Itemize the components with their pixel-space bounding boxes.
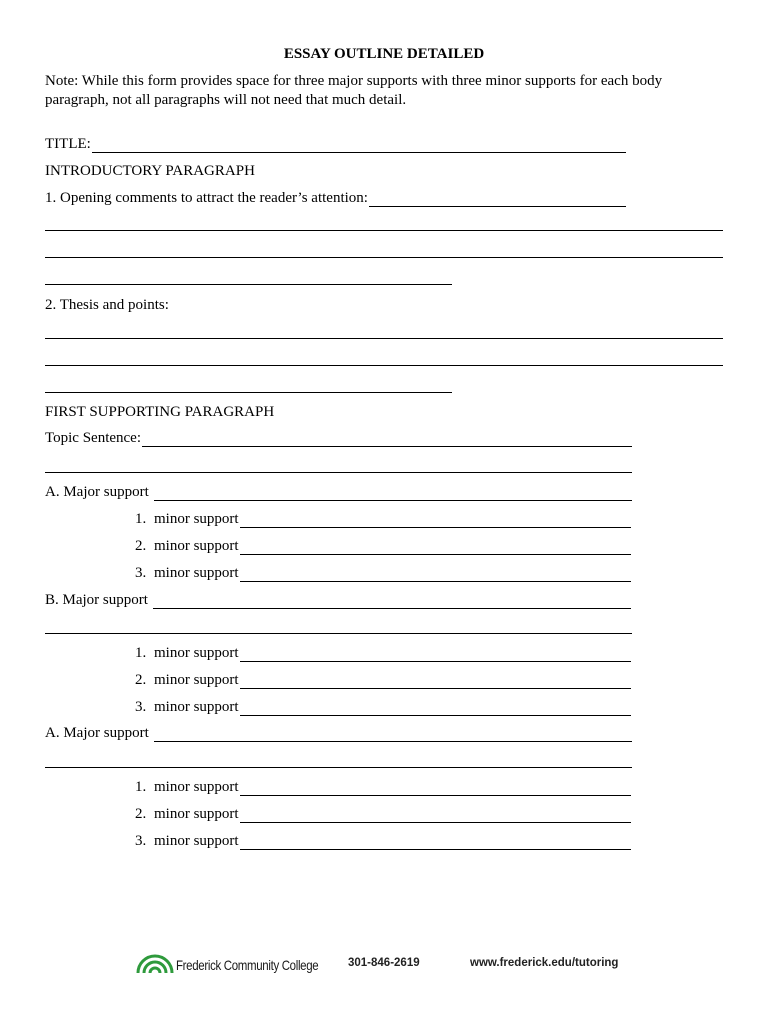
minor-support-b3-field[interactable]: 3. minor support [135,698,631,716]
title-field[interactable] [45,135,626,153]
topic-sentence-field[interactable] [45,429,632,447]
thesis-line-2[interactable] [45,365,723,366]
first-paragraph-heading: FIRST SUPPORTING PARAGRAPH [45,404,275,420]
topic-label: Topic Sentence: [45,430,141,446]
major-support-c-field[interactable] [45,724,632,742]
document-title: ESSAY OUTLINE DETAILED [283,46,485,62]
minor-support-c1-field[interactable]: 1. minor support [135,778,631,796]
website-link[interactable]: www.frederick.edu/tutoring [470,957,619,969]
minor-support-a1-field[interactable]: 1. minor support [135,510,631,528]
minor-support-c3-field[interactable]: 3. minor support [135,832,631,850]
thesis-label: 2. Thesis and points: [45,297,169,313]
major-a-label: A. Major support [45,484,149,500]
topic-line-2[interactable] [45,472,632,473]
thesis-line-3[interactable] [45,392,452,393]
opening-label: 1. Opening comments to attract the reader’s attention: [45,190,368,206]
major-c-label: A. Major support [45,725,149,741]
minor-support-b1-field[interactable]: 1. minor support [135,644,631,662]
major-support-a-field[interactable] [45,483,632,501]
opening-comments-field[interactable] [45,189,626,207]
minor-support-a3-field[interactable]: 3. minor support [135,564,631,582]
opening-line-1[interactable] [45,230,723,231]
major-b-label: B. Major support [45,592,148,608]
title-label: TITLE: [45,136,91,152]
intro-heading: INTRODUCTORY PARAGRAPH [45,163,255,179]
opening-line-3[interactable] [45,284,452,285]
phone-number: 301-846-2619 [348,957,420,969]
major-support-b-field[interactable] [45,591,631,609]
college-name: Frederick Community College [176,957,319,973]
instruction-note: Note: While this form provides space for three major supports with three minor supports for each body paragraph, not all paragraphs will not need that much detail. [45,73,663,108]
major-b-line-2[interactable] [45,633,632,634]
page-footer [136,952,636,978]
opening-line-2[interactable] [45,257,723,258]
major-c-line-2[interactable] [45,767,632,768]
thesis-line-1[interactable] [45,338,723,339]
minor-support-b2-field[interactable]: 2. minor support [135,671,631,689]
college-logo-icon [136,952,174,974]
minor-support-a2-field[interactable]: 2. minor support [135,537,631,555]
minor-support-c2-field[interactable]: 2. minor support [135,805,631,823]
